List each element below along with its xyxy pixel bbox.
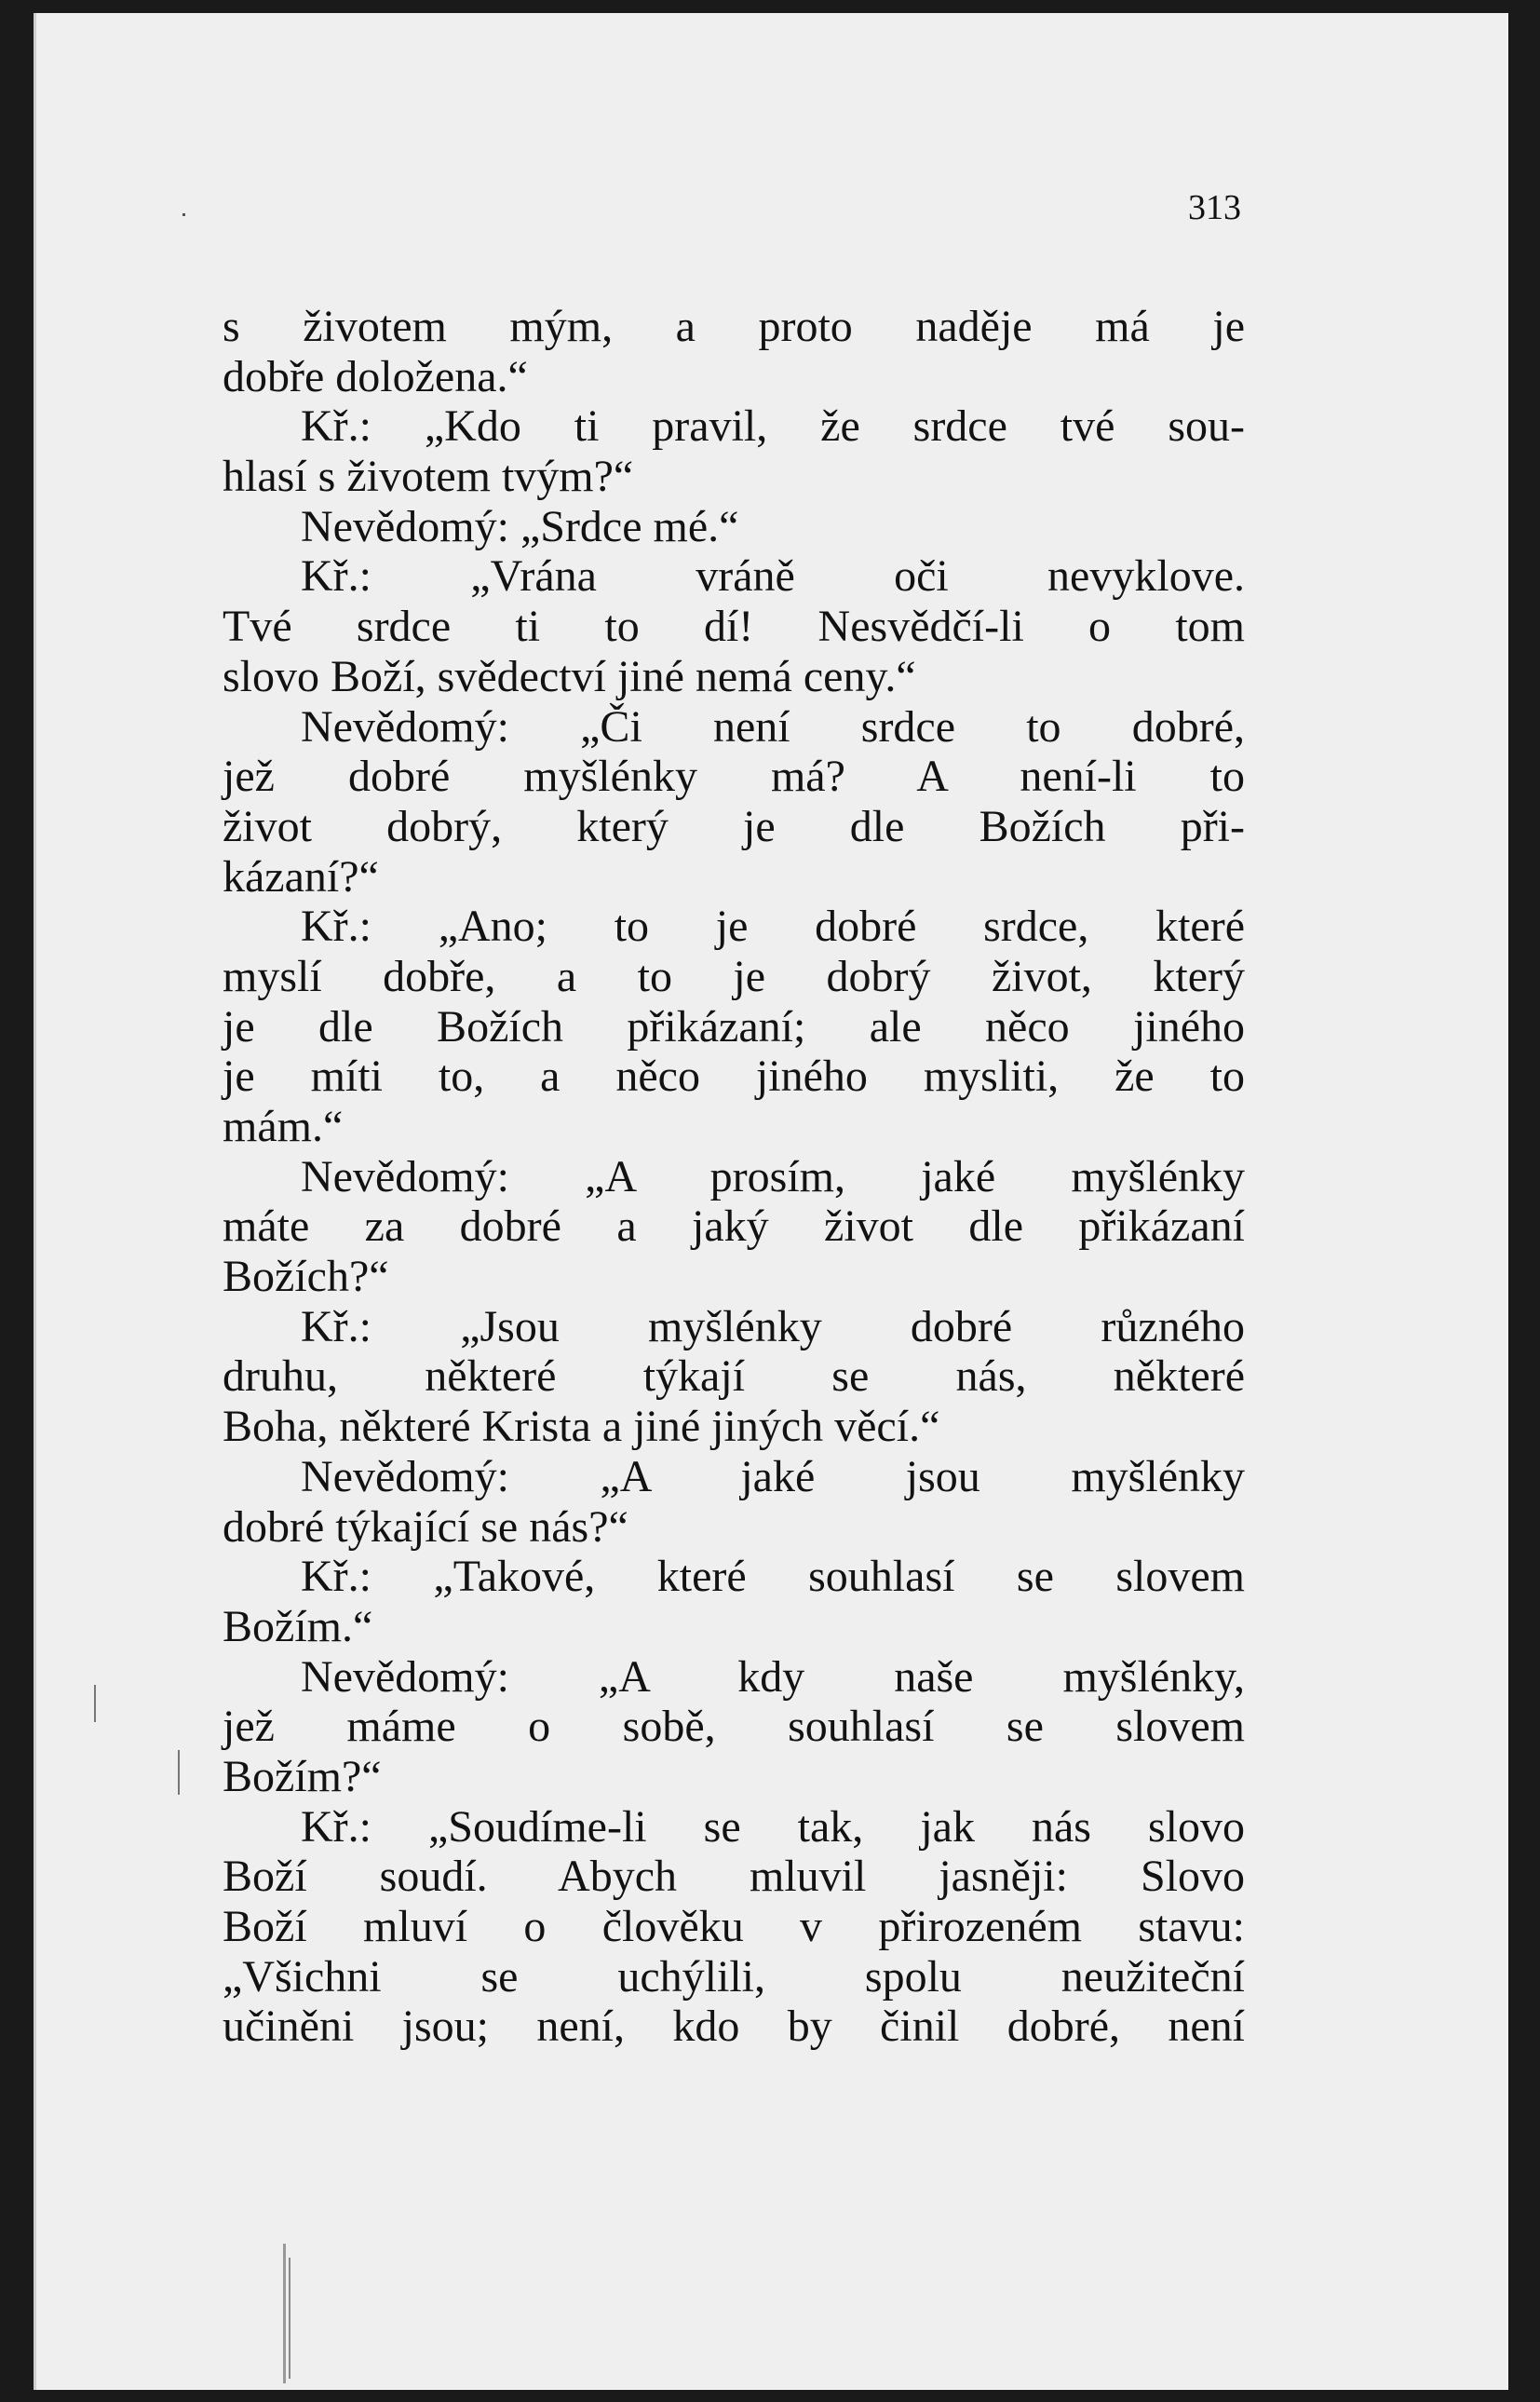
- text-line: Kř.: „Takové, které souhlasí se slovem: [301, 1552, 1245, 1602]
- text-line: Nevědomý: „Srdce mé.“: [301, 501, 739, 551]
- binding-edge: [34, 13, 36, 2390]
- text-line: je míti to, a něco jiného mysliti, že to: [223, 1052, 1245, 1102]
- text-line: jež dobré myšlénky má? A není-li to: [223, 752, 1245, 802]
- text-line: Kř.: „Vrána vráně oči nevyklove.: [301, 551, 1245, 602]
- book-page: [34, 13, 1508, 2390]
- paper-speck: [283, 2244, 286, 2383]
- text-line: mám.“: [223, 1102, 344, 1151]
- text-line: Kř.: „Soudíme-li se tak, jak nás slovo: [301, 1801, 1245, 1852]
- text-line: kázaní?“: [223, 851, 379, 902]
- text-line: Boží mluví o člověku v přirozeném stavu:: [223, 1902, 1245, 1951]
- text-line: Boha, některé Krista a jiné jiných věcí.“: [223, 1402, 940, 1452]
- paper-speck: [94, 1685, 96, 1722]
- text-line: život dobrý, který je dle Božích při-: [223, 801, 1245, 851]
- text-line: Kř.: „Jsou myšlénky dobré různého: [301, 1301, 1245, 1351]
- text-line: s životem mým, a proto naděje má je: [223, 302, 1245, 351]
- text-line: Kř.: „Kdo ti pravil, že srdce tvé sou-: [301, 401, 1245, 452]
- text-line: Tvé srdce ti to dí! Nesvědčí-li o tom: [223, 602, 1245, 652]
- text-line: „Všichni se uchýlili, spolu neužiteční: [223, 1951, 1245, 2002]
- text-line: slovo Boží, svědectví jiné nemá ceny.“: [223, 651, 916, 701]
- paper-speck: [182, 213, 185, 216]
- text-line: Božím?“: [223, 1751, 382, 1801]
- text-line: hlasí s životem tvým?“: [223, 452, 634, 502]
- paper-speck: [289, 2258, 290, 2379]
- text-line: druhu, některé týkají se nás, některé: [223, 1351, 1245, 1402]
- text-line: Božím.“: [223, 1601, 373, 1651]
- text-line: je dle Božích přikázaní; ale něco jiného: [223, 1001, 1245, 1052]
- text-line: Nevědomý: „A jaké jsou myšlénky: [301, 1451, 1245, 1501]
- text-line: učiněni jsou; není, kdo by činil dobré, není: [223, 2002, 1245, 2052]
- text-line: máte za dobré a jaký život dle přikázaní: [223, 1201, 1245, 1252]
- page-number: 313: [1188, 188, 1241, 227]
- body-text: [223, 302, 1245, 2052]
- text-line: Nevědomý: „A kdy naše myšlénky,: [301, 1651, 1245, 1702]
- text-line: Nevědomý: „Či není srdce to dobré,: [301, 701, 1245, 752]
- text-line: Nevědomý: „A prosím, jaké myšlénky: [301, 1151, 1245, 1201]
- text-line: Božích?“: [223, 1252, 389, 1302]
- text-line: myslí dobře, a to je dobrý život, který: [223, 951, 1245, 1001]
- text-line: Kř.: „Ano; to je dobré srdce, které: [301, 902, 1245, 952]
- text-line: jež máme o sobě, souhlasí se slovem: [223, 1702, 1245, 1752]
- text-line: dobré týkající se nás?“: [223, 1501, 628, 1552]
- text-line: Boží soudí. Abych mluvil jasněji: Slovo: [223, 1852, 1245, 1902]
- paper-speck: [178, 1750, 180, 1795]
- text-line: dobře doložena.“: [223, 351, 528, 401]
